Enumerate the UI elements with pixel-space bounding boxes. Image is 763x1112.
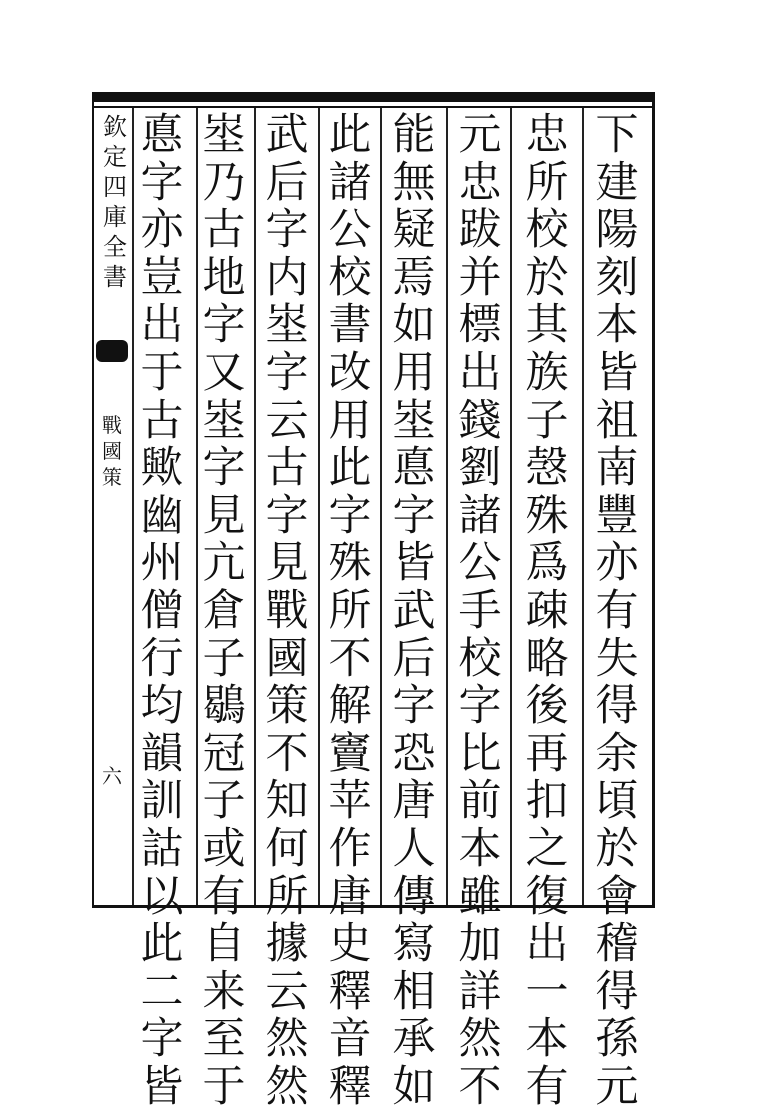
character: 孫: [595, 1014, 639, 1065]
character: 悳: [392, 443, 436, 494]
character: 不: [265, 728, 309, 779]
text-column-6: [256, 112, 318, 1111]
character: 扣: [525, 776, 569, 827]
margin-header: 欽定四庫全書: [103, 113, 127, 291]
text-column-3: [449, 112, 511, 1111]
character: 標: [458, 300, 502, 351]
character: 古: [265, 443, 309, 494]
character: 埊: [202, 110, 246, 160]
character: 頃: [595, 776, 639, 827]
character: 加: [458, 919, 502, 970]
character: 手: [458, 585, 502, 636]
character: 改: [328, 347, 372, 398]
character: 公: [458, 538, 502, 589]
character: 子: [525, 395, 569, 446]
character: 行: [140, 633, 184, 684]
character: 亢: [202, 538, 246, 589]
character: 後: [525, 681, 569, 732]
character: 云: [265, 395, 309, 446]
character: 略: [525, 633, 569, 684]
character: 比: [458, 728, 502, 779]
character: 豐: [595, 490, 639, 541]
text-column-2: [516, 112, 578, 1111]
character: 本: [595, 300, 639, 351]
character: 然: [265, 1061, 309, 1112]
character: 字: [202, 443, 246, 494]
character: 均: [140, 681, 184, 732]
character: 字: [392, 490, 436, 541]
character: 下: [595, 110, 639, 160]
character: 校: [525, 205, 569, 256]
character: 埊: [392, 395, 436, 446]
character: 諸: [458, 490, 502, 541]
character: 雖: [458, 871, 502, 922]
character: 云: [265, 966, 309, 1017]
character: 又: [202, 347, 246, 398]
character: 或: [202, 823, 246, 874]
character: 失: [595, 633, 639, 684]
character: 詁: [140, 823, 184, 874]
character: 於: [525, 252, 569, 303]
character: 見: [202, 490, 246, 541]
character: 元: [458, 110, 502, 160]
character: 釋: [328, 966, 372, 1017]
character: 自: [202, 919, 246, 970]
character: 如: [392, 300, 436, 351]
character: 訓: [140, 776, 184, 827]
character: 有: [595, 585, 639, 636]
character: 出: [458, 347, 502, 398]
character: 皆: [140, 1061, 184, 1112]
character: 本: [458, 823, 502, 874]
character: 以: [140, 871, 184, 922]
character: 校: [458, 633, 502, 684]
character: 劉: [458, 443, 502, 494]
character: 國: [265, 633, 309, 684]
character: 跋: [458, 205, 502, 256]
text-column-7: [193, 112, 255, 1111]
character: 所: [265, 871, 309, 922]
character: 作: [328, 823, 372, 874]
character: 殊: [525, 490, 569, 541]
text-column-5: [319, 112, 381, 1111]
character: 鶡: [202, 681, 246, 732]
character: 祖: [595, 395, 639, 446]
text-column-1: [586, 112, 648, 1111]
character: 唐: [328, 871, 372, 922]
character: 悳: [140, 110, 184, 160]
character: 字: [265, 205, 309, 256]
character: 然: [265, 1014, 309, 1065]
fish-tail-mark: [96, 340, 128, 362]
character: 無: [392, 157, 436, 208]
character: 戰: [265, 585, 309, 636]
character: 来: [202, 966, 246, 1017]
character: 刻: [595, 252, 639, 303]
top-border-thin: [92, 106, 655, 108]
character: 子: [202, 776, 246, 827]
character: 殊: [328, 538, 372, 589]
character: 得: [595, 966, 639, 1017]
character: 一: [525, 966, 569, 1017]
character: 焉: [392, 252, 436, 303]
character: 用: [328, 395, 372, 446]
character: 出: [140, 300, 184, 351]
character: 建: [595, 157, 639, 208]
character: 忠: [458, 157, 502, 208]
character: 前: [458, 776, 502, 827]
column-rule: [582, 108, 584, 905]
character: 書: [328, 300, 372, 351]
character: 字: [265, 490, 309, 541]
character: 忠: [525, 110, 569, 160]
character: 能: [392, 110, 436, 160]
character: 内: [265, 252, 309, 303]
character: 族: [525, 347, 569, 398]
column-rule: [446, 108, 448, 905]
character: 冠: [202, 728, 246, 779]
character: 其: [525, 300, 569, 351]
character: 于: [202, 1061, 246, 1112]
character: 乃: [202, 157, 246, 208]
character: 復: [525, 871, 569, 922]
character: 有: [525, 1061, 569, 1112]
character: 字: [202, 300, 246, 351]
character: 出: [525, 919, 569, 970]
character: 於: [595, 823, 639, 874]
character: 古: [202, 205, 246, 256]
character: 所: [328, 585, 372, 636]
top-border: [92, 92, 655, 102]
character: 韻: [140, 728, 184, 779]
character: 二: [140, 966, 184, 1017]
character: 傳: [392, 871, 436, 922]
page-number: 六: [102, 764, 122, 788]
character: 不: [458, 1061, 502, 1112]
right-border: [652, 92, 655, 908]
character: 皆: [392, 538, 436, 589]
character: 元: [595, 1061, 639, 1112]
character: 寫: [392, 919, 436, 970]
character: 釋: [328, 1061, 372, 1112]
character: 亦: [140, 205, 184, 256]
character: 本: [525, 1014, 569, 1065]
character: 爲: [525, 538, 569, 589]
character: 承: [392, 1014, 436, 1065]
character: 字: [265, 347, 309, 398]
character: 人: [392, 823, 436, 874]
character: 見: [265, 538, 309, 589]
character: 之: [525, 823, 569, 874]
character: 字: [140, 157, 184, 208]
character: 疑: [392, 205, 436, 256]
character: 埊: [265, 300, 309, 351]
character: 此: [328, 443, 372, 494]
character: 歟: [140, 443, 184, 494]
character: 相: [392, 966, 436, 1017]
character: 字: [458, 681, 502, 732]
character: 解: [328, 681, 372, 732]
character: 稽: [595, 919, 639, 970]
character: 武: [265, 110, 309, 160]
character: 字: [392, 681, 436, 732]
character: 余: [595, 728, 639, 779]
character: 竇: [328, 728, 372, 779]
character: 疎: [525, 585, 569, 636]
character: 音: [328, 1014, 372, 1065]
character: 得: [595, 681, 639, 732]
character: 后: [392, 633, 436, 684]
character: 愨: [525, 443, 569, 494]
character: 幽: [140, 490, 184, 541]
character: 史: [328, 919, 372, 970]
character: 如: [392, 1061, 436, 1112]
character: 苹: [328, 776, 372, 827]
character: 僧: [140, 585, 184, 636]
character: 后: [265, 157, 309, 208]
character: 陽: [595, 205, 639, 256]
character: 南: [595, 443, 639, 494]
character: 子: [202, 633, 246, 684]
character: 倉: [202, 585, 246, 636]
character: 有: [202, 871, 246, 922]
character: 公: [328, 205, 372, 256]
character: 據: [265, 919, 309, 970]
margin-title: 戰國策: [102, 413, 122, 489]
character: 知: [265, 776, 309, 827]
character: 會: [595, 871, 639, 922]
character: 諸: [328, 157, 372, 208]
character: 武: [392, 585, 436, 636]
character: 何: [265, 823, 309, 874]
character: 皆: [595, 347, 639, 398]
character: 豈: [140, 252, 184, 303]
character: 字: [328, 490, 372, 541]
character: 策: [265, 681, 309, 732]
character: 埊: [202, 395, 246, 446]
character: 至: [202, 1014, 246, 1065]
character: 古: [140, 395, 184, 446]
character: 詳: [458, 966, 502, 1017]
character: 亦: [595, 538, 639, 589]
character: 然: [458, 1014, 502, 1065]
character: 所: [525, 157, 569, 208]
character: 州: [140, 538, 184, 589]
character: 此: [140, 919, 184, 970]
character: 校: [328, 252, 372, 303]
character: 字: [140, 1014, 184, 1065]
text-column-8: [131, 112, 193, 1111]
character: 錢: [458, 395, 502, 446]
character: 恐: [392, 728, 436, 779]
character: 并: [458, 252, 502, 303]
character: 再: [525, 728, 569, 779]
character: 用: [392, 347, 436, 398]
character: 地: [202, 252, 246, 303]
text-column-4: [383, 112, 445, 1111]
character: 唐: [392, 776, 436, 827]
character: 于: [140, 347, 184, 398]
character: 不: [328, 633, 372, 684]
character: 此: [328, 110, 372, 160]
